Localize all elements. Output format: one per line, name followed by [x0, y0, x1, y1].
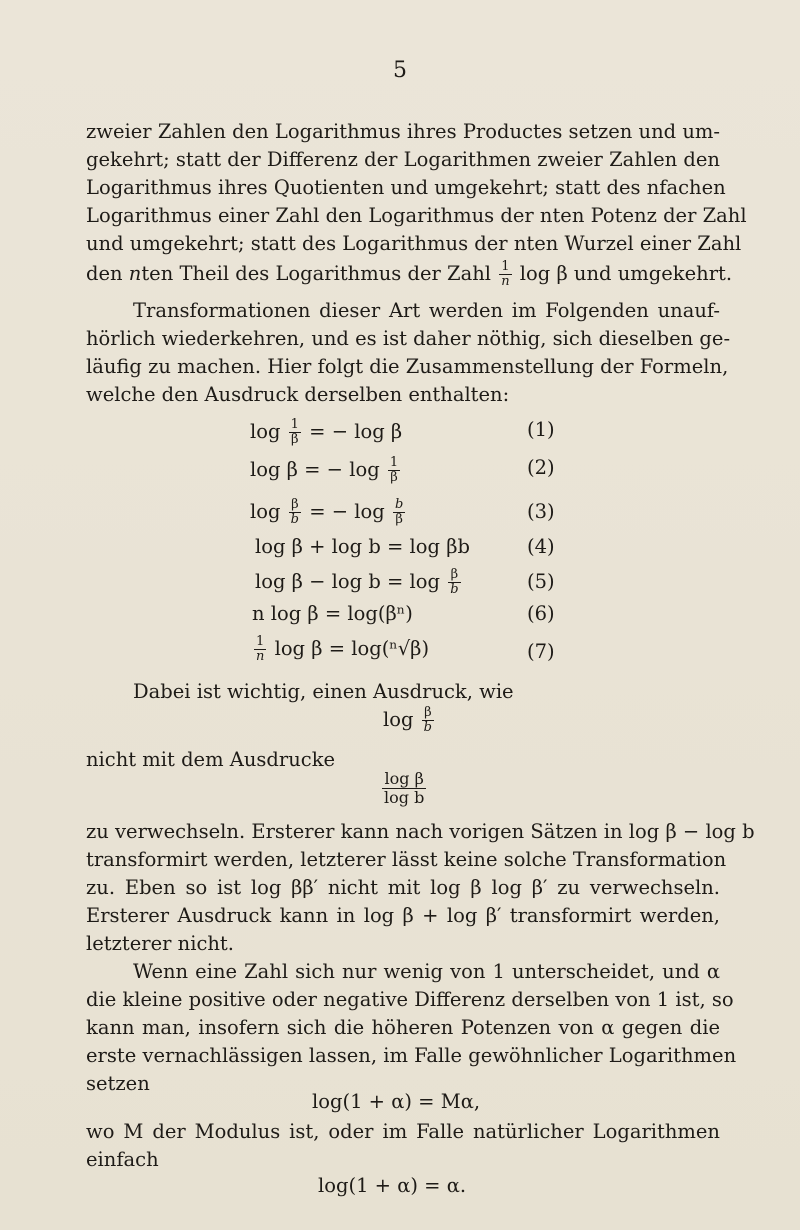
text-line: Dabei ist wichtig, einen Ausdruck, wie — [133, 680, 514, 703]
fraction-numerator: b — [394, 497, 404, 512]
formula-text: log — [250, 420, 281, 443]
fraction — [289, 498, 301, 527]
text-line: kann man, insofern sich die höheren Potenzen von α gegen die — [86, 1016, 720, 1039]
equation-natural-log: log(1 + α) = α. — [318, 1174, 467, 1197]
fraction-denominator: b — [450, 582, 459, 597]
equation-number: (7) — [527, 640, 555, 663]
fraction-numerator: β — [448, 568, 460, 583]
fraction-numerator: log β — [382, 770, 426, 789]
equation-number: (4) — [527, 535, 555, 558]
equation-number: (1) — [527, 418, 555, 441]
fraction-denominator: log b — [384, 788, 425, 807]
text-line: zweier Zahlen den Logarithmus ihres Productes setzen und um- — [86, 120, 720, 143]
equation-number: (5) — [527, 570, 555, 593]
formula-7 — [252, 635, 429, 664]
equation-number: (3) — [527, 500, 555, 523]
fraction-numerator: 1 — [389, 455, 399, 470]
fraction-denominator: b — [423, 720, 432, 735]
fraction-denominator: β — [291, 432, 299, 447]
formula-2 — [250, 456, 402, 485]
text-line: Transformationen dieser Art werden im Folgenden unauf- — [133, 299, 720, 322]
formula-text: log β = log(ⁿ√β) — [274, 637, 430, 660]
fraction — [393, 498, 405, 527]
text-line: letzterer nicht. — [86, 932, 234, 955]
fraction-numerator: β — [422, 706, 434, 721]
fraction-denominator: n — [501, 274, 510, 289]
text-line: einfach — [86, 1148, 159, 1171]
fraction-numerator: β — [289, 498, 301, 513]
formula-text: = − log — [304, 458, 380, 481]
text-line: läufig zu machen. Hier folgt die Zusammenstellung der Formeln, — [86, 355, 729, 378]
formula-5 — [255, 568, 463, 597]
formula-text: log β − log b = log — [255, 570, 441, 593]
formula-text: log — [250, 500, 281, 523]
text-line: gekehrt; statt der Differenz der Logarithmen zweier Zahlen den — [86, 148, 720, 171]
fraction — [388, 456, 400, 485]
formula-6: n log β = log(βⁿ) — [252, 602, 413, 625]
formula-text: = − log — [309, 500, 385, 523]
formula-1 — [250, 418, 402, 447]
text-line: Wenn eine Zahl sich nur wenig von 1 unterscheidet, und α — [133, 960, 720, 983]
text-line: hörlich wiederkehren, und es ist daher nöthig, sich dieselben ge- — [86, 327, 731, 350]
text: log β und umgekehrt. — [519, 262, 733, 285]
fraction — [448, 568, 460, 597]
text: ten Theil des Logarithmus der Zahl — [141, 262, 492, 285]
text-line: Logarithmus einer Zahl den Logarithmus der nten Potenz der Zahl — [86, 204, 747, 227]
text-line: zu verwechseln. Ersterer kann nach vorigen Sätzen in log β − log b — [86, 820, 755, 843]
formula-text: log — [383, 708, 414, 731]
text-line: welche den Ausdruck derselben enthalten: — [86, 383, 510, 406]
text-line: setzen — [86, 1072, 150, 1095]
fraction-denominator: β — [390, 470, 398, 485]
fraction-numerator: 1 — [499, 260, 511, 275]
formula-3 — [250, 498, 407, 527]
fraction-numerator: 1 — [290, 417, 299, 432]
fraction — [382, 770, 426, 807]
formula-text: log β — [250, 458, 298, 481]
fraction — [499, 260, 511, 289]
text-line: wo M der Modulus ist, oder im Falle natürlicher Logarithmen — [86, 1120, 720, 1143]
text: den — [86, 262, 129, 285]
fraction-denominator: β — [395, 512, 403, 527]
text-line: nicht mit dem Ausdrucke — [86, 748, 336, 771]
fraction-numerator: 1 — [254, 635, 266, 650]
text-line-with-fraction — [86, 259, 733, 289]
equation-number: (6) — [527, 602, 555, 625]
fraction — [289, 418, 301, 447]
text-line: und umgekehrt; statt des Logarithmus der nten Wurzel einer Zahl — [86, 232, 742, 255]
formula-4: log β + log b = log βb — [255, 535, 470, 558]
fraction-denominator: b — [290, 512, 299, 527]
fraction — [422, 706, 434, 735]
fraction — [254, 635, 266, 664]
equation-modulus: log(1 + α) = Mα, — [312, 1090, 481, 1113]
math-n: n — [128, 262, 142, 285]
text-line: zu. Eben so ist log ββ′ nicht mit log β log β′ zu verwechseln. — [86, 876, 720, 899]
expression-log-fraction — [383, 706, 436, 735]
text-line: Logarithmus ihres Quotienten und umgekehrt; statt des nfachen — [86, 176, 726, 199]
text-line: erste vernachlässigen lassen, im Falle gewöhnlicher Logarithmen — [86, 1044, 737, 1067]
formula-text: = − log β — [309, 420, 403, 443]
text-line: die kleine positive oder negative Differenz derselben von 1 ist, so — [86, 988, 734, 1011]
fraction-denominator: n — [256, 649, 265, 664]
equation-number: (2) — [527, 456, 555, 479]
text-line: transformirt werden, letzterer lässt keine solche Transformation — [86, 848, 727, 871]
page-number: 5 — [393, 58, 407, 83]
text-line: Ersterer Ausdruck kann in log β + log β′ transformirt werden, — [86, 904, 720, 927]
expression-ratio-of-logs — [380, 770, 428, 807]
